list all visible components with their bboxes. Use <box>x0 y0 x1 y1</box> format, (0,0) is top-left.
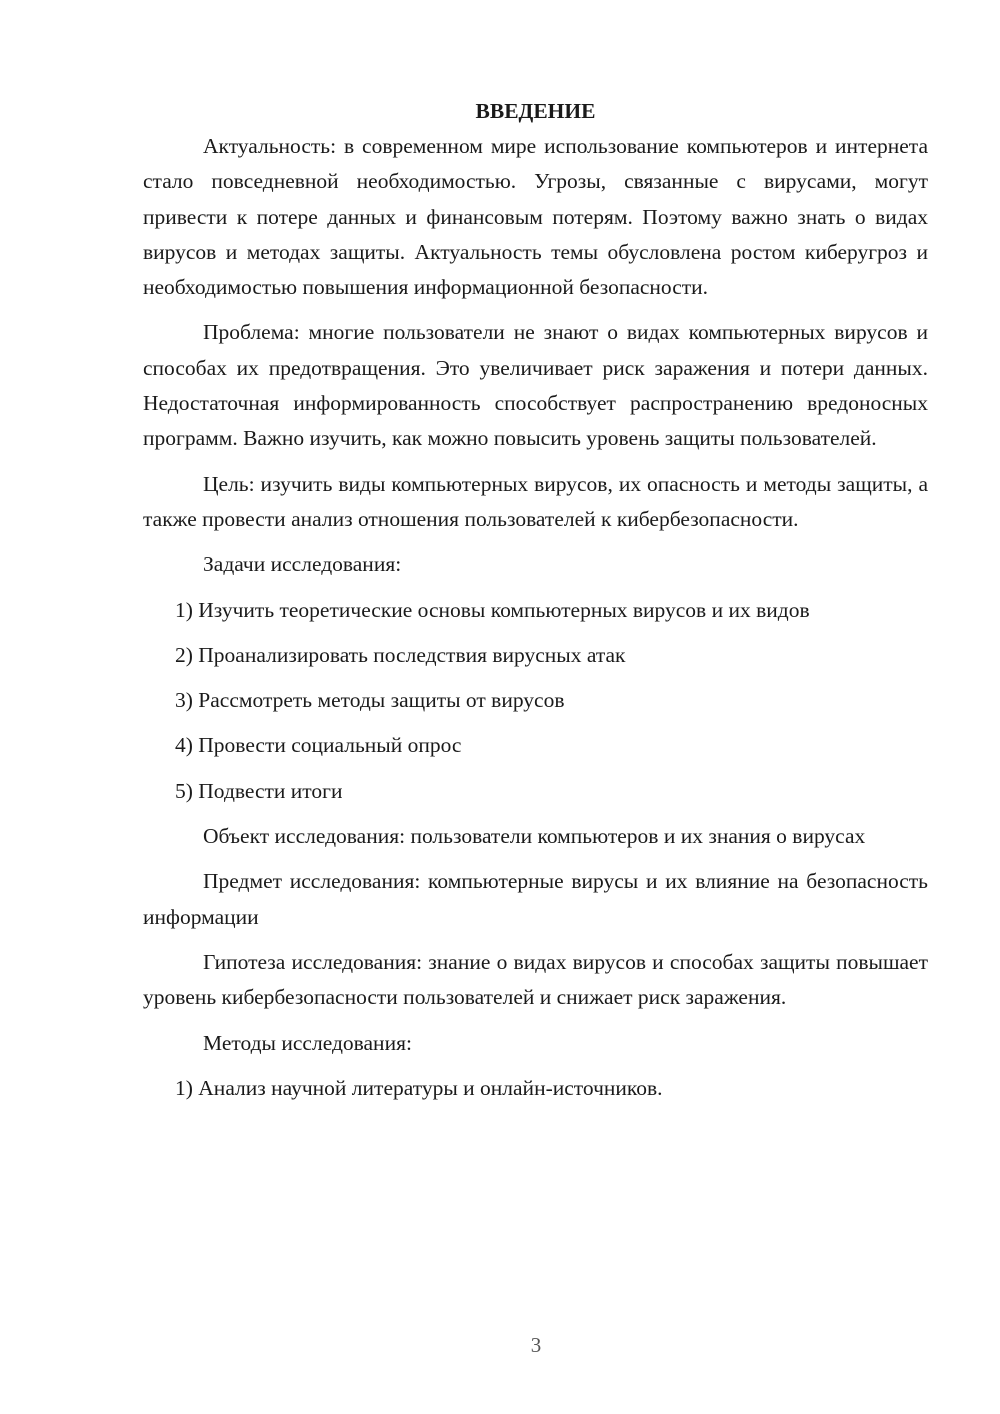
document-page <box>143 94 928 1106</box>
list-item-task-5: 5) Подвести итоги <box>175 778 343 803</box>
paragraph-object: Объект исследования: пользователи компьютеров и их знания о вирусах <box>203 824 866 849</box>
list-item-task-2: 2) Проанализировать последствия вирусных атак <box>175 642 626 667</box>
list-item-task-3: 3) Рассмотреть методы защиты от вирусов <box>175 688 565 713</box>
paragraph-relevance: Актуальность: в современном мире использование компьютеров и интернета стало повседневной необходимостью. Угрозы, связанные с вирусами, могут привести к потере данных и финансовым потерям. Поэтому важно знать о видах вирусов и методах защиты. Актуальность темы обусловлена ростом киберугроз и необходимостью повышения информационной безопасности. <box>143 134 928 300</box>
tasks-heading: Задачи исследования: <box>203 552 402 577</box>
list-item-task-1: 1) Изучить теоретические основы компьютерных вирусов и их видов <box>175 597 810 622</box>
paragraph-subject: Предмет исследования: компьютерные вирусы и их влияние на безопасность информации <box>143 869 928 929</box>
paragraph-goal: Цель: изучить виды компьютерных вирусов, их опасность и методы защиты, а также провести анализ отношения пользователей к кибербезопасности. <box>143 471 928 531</box>
paragraph-hypothesis: Гипотеза исследования: знание о видах вирусов и способах защиты повышает уровень кибербезопасности пользователей и снижает риск заражения. <box>143 949 928 1010</box>
list-item-task-4: 4) Провести социальный опрос <box>175 733 462 758</box>
tasks-list <box>143 593 928 809</box>
methods-list <box>143 1071 928 1106</box>
paragraph-problem: Проблема: многие пользователи не знают о видах компьютерных вирусов и способах их предотвращения. Это увеличивает риск заражения и потери данных. Недостаточная информированность способствует распространению вредоносных программ. Важно изучить, как можно повысить уровень защиты пользователей. <box>143 320 928 451</box>
list-item-method-1: 1) Анализ научной литературы и онлайн-источников. <box>175 1075 663 1100</box>
document-title: ВВЕДЕНИЕ <box>475 99 596 123</box>
page-number: 3 <box>530 1333 542 1357</box>
methods-heading: Методы исследования: <box>203 1030 412 1055</box>
